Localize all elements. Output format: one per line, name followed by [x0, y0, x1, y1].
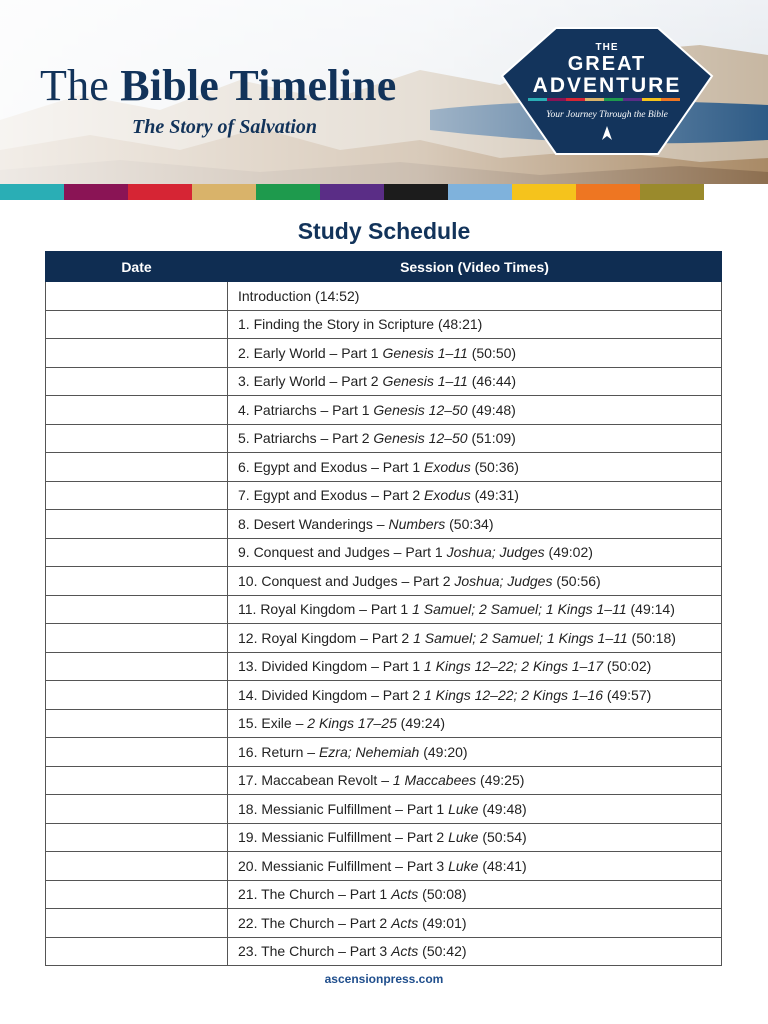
session-cell — [228, 310, 722, 339]
session-cell — [228, 367, 722, 396]
video-time: (50:34) — [445, 515, 494, 532]
video-time: (49:48) — [467, 401, 516, 418]
color-strip-segment — [192, 184, 256, 200]
scripture-reference: 1 Samuel; 2 Samuel; 1 Kings 1–11 — [412, 601, 627, 618]
video-time: (48:41) — [478, 857, 527, 874]
table-row — [46, 453, 722, 482]
great-adventure-logo — [500, 26, 714, 156]
table-row — [46, 282, 722, 311]
session-title: 16. Return – — [238, 743, 319, 760]
color-strip-segment — [576, 184, 640, 200]
color-strip-segment — [704, 184, 768, 200]
date-cell[interactable] — [46, 453, 228, 482]
table-row — [46, 937, 722, 966]
table-row — [46, 823, 722, 852]
video-time: (46:44) — [467, 373, 517, 390]
session-cell — [228, 424, 722, 453]
color-strip-segment — [320, 184, 384, 200]
video-time: (49:25) — [476, 772, 525, 789]
date-cell[interactable] — [46, 681, 228, 710]
video-time: (50:02) — [603, 658, 652, 675]
session-title: 4. Patriarchs – Part 1 — [238, 401, 374, 418]
scripture-reference: 1 Samuel; 2 Samuel; 1 Kings 1–11 — [413, 629, 628, 646]
session-title: 15. Exile – — [238, 715, 308, 732]
session-cell — [228, 282, 722, 311]
table-row — [46, 424, 722, 453]
session-title: 3. Early World – Part 2 — [238, 373, 383, 390]
color-strip-segment — [128, 184, 192, 200]
session-cell — [228, 595, 722, 624]
date-cell[interactable] — [46, 852, 228, 881]
badge-line-great: GREAT — [567, 53, 647, 75]
session-cell — [228, 453, 722, 482]
video-time: (49:01) — [418, 914, 467, 931]
table-row — [46, 624, 722, 653]
session-title: 20. Messianic Fulfillment – Part 3 — [238, 857, 449, 874]
video-time: (50:18) — [627, 629, 676, 646]
scripture-reference: Genesis 1–11 — [382, 373, 468, 390]
session-title: 22. The Church – Part 2 — [238, 914, 392, 931]
date-cell[interactable] — [46, 909, 228, 938]
scripture-reference: Genesis 1–11 — [382, 344, 468, 361]
session-cell — [228, 538, 722, 567]
table-row — [46, 681, 722, 710]
session-title: 1. Finding the Story in Scripture (48:21) — [238, 316, 483, 333]
color-strip-segment — [384, 184, 448, 200]
banner-subtitle: The Story of Salvation — [132, 116, 318, 138]
scripture-reference: Genesis 12–50 — [373, 430, 468, 447]
date-cell[interactable] — [46, 396, 228, 425]
color-strip-segment — [64, 184, 128, 200]
date-cell[interactable] — [46, 282, 228, 311]
color-strip — [0, 184, 768, 200]
date-cell[interactable] — [46, 310, 228, 339]
date-cell[interactable] — [46, 567, 228, 596]
date-cell[interactable] — [46, 624, 228, 653]
session-cell — [228, 795, 722, 824]
table-row — [46, 652, 722, 681]
session-cell — [228, 652, 722, 681]
date-cell[interactable] — [46, 339, 228, 368]
session-title: 21. The Church – Part 1 — [238, 886, 392, 903]
session-title: 8. Desert Wanderings – — [238, 515, 389, 532]
date-cell[interactable] — [46, 795, 228, 824]
table-header-row — [46, 252, 722, 282]
date-cell[interactable] — [46, 510, 228, 539]
table-row — [46, 709, 722, 738]
video-time: (50:36) — [470, 458, 519, 475]
session-cell — [228, 766, 722, 795]
session-title: 6. Egypt and Exodus – Part 1 — [238, 458, 425, 475]
header-banner — [0, 0, 768, 200]
session-title: 18. Messianic Fulfillment – Part 1 — [238, 800, 449, 817]
scripture-reference: Exodus — [424, 458, 471, 475]
date-cell[interactable] — [46, 367, 228, 396]
color-strip-segment — [448, 184, 512, 200]
badge-line-the: THE — [595, 42, 619, 53]
video-time: (51:09) — [467, 430, 516, 447]
session-cell — [228, 396, 722, 425]
scripture-reference: Joshua; Judges — [446, 544, 545, 561]
video-time: (49:48) — [478, 800, 527, 817]
date-cell[interactable] — [46, 709, 228, 738]
table-row — [46, 367, 722, 396]
scripture-reference: 1 Kings 12–22; 2 Kings 1–17 — [424, 658, 604, 675]
session-cell — [228, 339, 722, 368]
table-row — [46, 396, 722, 425]
date-cell[interactable] — [46, 766, 228, 795]
scripture-reference: Joshua; Judges — [454, 572, 553, 589]
table-row — [46, 795, 722, 824]
date-cell[interactable] — [46, 595, 228, 624]
session-cell — [228, 709, 722, 738]
video-time: (50:08) — [418, 886, 467, 903]
scripture-reference: Acts — [391, 886, 419, 903]
date-cell[interactable] — [46, 424, 228, 453]
color-strip-segment — [0, 184, 64, 200]
badge-tagline: Your Journey Through the Bible — [546, 110, 668, 120]
table-row — [46, 909, 722, 938]
date-cell[interactable] — [46, 538, 228, 567]
scripture-reference: Luke — [448, 829, 479, 846]
table-row — [46, 510, 722, 539]
video-time: (50:50) — [467, 344, 517, 361]
session-cell — [228, 510, 722, 539]
footer-url[interactable]: ascensionpress.com — [324, 972, 444, 986]
color-strip-segment — [512, 184, 576, 200]
session-cell — [228, 681, 722, 710]
session-cell — [228, 481, 722, 510]
table-row — [46, 339, 722, 368]
scripture-reference: Luke — [448, 800, 479, 817]
session-title: 7. Egypt and Exodus – Part 2 — [238, 487, 425, 504]
scripture-reference: 1 Maccabees — [392, 772, 477, 789]
table-row — [46, 852, 722, 881]
session-title: 17. Maccabean Revolt – — [238, 772, 393, 789]
date-cell[interactable] — [46, 481, 228, 510]
session-cell — [228, 567, 722, 596]
session-title: 9. Conquest and Judges – Part 1 — [238, 544, 447, 561]
session-cell — [228, 909, 722, 938]
table-row — [46, 310, 722, 339]
scripture-reference: 1 Kings 12–22; 2 Kings 1–16 — [424, 686, 604, 703]
session-title: 12. Royal Kingdom – Part 2 — [238, 629, 414, 646]
scripture-reference: Exodus — [424, 487, 471, 504]
session-title: 2. Early World – Part 1 — [238, 344, 383, 361]
table-row — [46, 538, 722, 567]
table-row — [46, 766, 722, 795]
table-row — [46, 595, 722, 624]
session-title: 14. Divided Kingdom – Part 2 — [238, 686, 424, 703]
table-row — [46, 880, 722, 909]
scripture-reference: Numbers — [388, 515, 446, 532]
table-row — [46, 567, 722, 596]
video-time: (49:24) — [396, 715, 446, 732]
video-time: (49:57) — [603, 686, 652, 703]
table-body — [46, 282, 722, 966]
date-cell[interactable] — [46, 937, 228, 966]
header-date: Date — [46, 252, 228, 282]
color-strip-segment — [256, 184, 320, 200]
session-cell — [228, 624, 722, 653]
session-title: 5. Patriarchs – Part 2 — [238, 430, 374, 447]
session-cell — [228, 852, 722, 881]
scripture-reference: Acts — [391, 943, 419, 960]
scripture-reference: 2 Kings 17–25 — [307, 715, 397, 732]
video-time: (50:42) — [418, 943, 467, 960]
table-row — [46, 738, 722, 767]
session-title: 11. Royal Kingdom – Part 1 — [238, 601, 413, 618]
scripture-reference: Genesis 12–50 — [373, 401, 468, 418]
scripture-reference: Ezra; Nehemiah — [318, 743, 420, 760]
date-cell[interactable] — [46, 823, 228, 852]
date-cell[interactable] — [46, 652, 228, 681]
banner-title — [40, 60, 396, 111]
scripture-reference: Acts — [391, 914, 419, 931]
video-time: (49:31) — [470, 487, 519, 504]
session-title: 19. Messianic Fulfillment – Part 2 — [238, 829, 449, 846]
page-title: Study Schedule — [297, 218, 471, 244]
session-title: 10. Conquest and Judges – Part 2 — [238, 572, 455, 589]
table-row — [46, 481, 722, 510]
badge-line-adventure: ADVENTURE — [532, 74, 682, 97]
session-cell — [228, 823, 722, 852]
video-time: (50:54) — [478, 829, 527, 846]
banner-title-light: The — [40, 61, 110, 110]
session-title: 23. The Church – Part 3 — [238, 943, 392, 960]
header-session: Session (Video Times) — [228, 252, 722, 282]
banner-title-bold: Bible Timeline — [120, 61, 397, 110]
session-title: Introduction (14:52) — [238, 287, 360, 304]
date-cell[interactable] — [46, 738, 228, 767]
date-cell[interactable] — [46, 880, 228, 909]
session-cell — [228, 937, 722, 966]
session-cell — [228, 738, 722, 767]
color-strip-segment — [640, 184, 704, 200]
video-time: (49:02) — [544, 544, 593, 561]
study-schedule-table — [45, 251, 722, 966]
video-time: (50:56) — [552, 572, 601, 589]
scripture-reference: Luke — [448, 857, 479, 874]
session-title: 13. Divided Kingdom – Part 1 — [238, 658, 424, 675]
video-time: (49:14) — [626, 601, 675, 618]
video-time: (49:20) — [419, 743, 468, 760]
session-cell — [228, 880, 722, 909]
